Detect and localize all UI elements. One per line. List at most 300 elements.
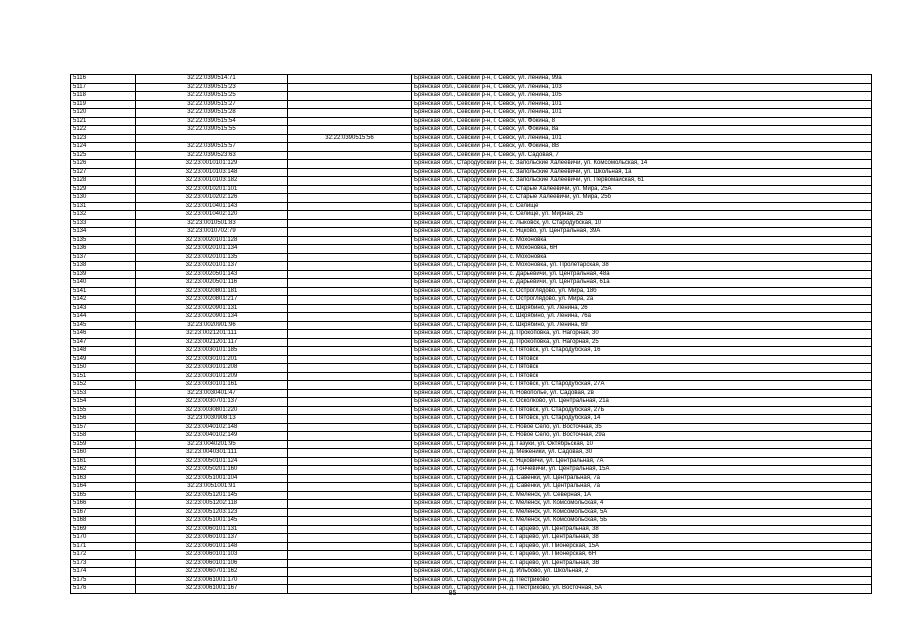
table-row: [71, 423, 872, 432]
table-row: [71, 500, 872, 509]
address-cell: Брянская обл., Стародубский р-н, д. Савенки, ул. Центральная, 7а: [412, 483, 872, 492]
address-cell: Брянская обл., Стародубский р-н, с. Меленск, ул. Комсомольская, 5Б: [412, 517, 872, 526]
previous-number-cell: [288, 304, 412, 313]
table-row: [71, 508, 872, 517]
cadastral-number-cell: 32:23:0020901:134: [136, 313, 288, 322]
address-cell: Брянская обл., Стародубский р-н, с. Дарьевичи, ул. Центральная, 48а: [412, 270, 872, 279]
previous-number-cell: [288, 432, 412, 441]
address-cell: Брянская обл., Стародубский р-н, д. Ильбово, ул. Школьная, 2: [412, 568, 872, 577]
address-cell: Брянская обл., Стародубский р-н, д. Газуки, ул. Октябрьская, 10: [412, 440, 872, 449]
table-row: [71, 449, 872, 458]
address-cell: Брянская обл., Стародубский р-н, с. Новое Село, ул. Восточная, 35: [412, 423, 872, 432]
address-cell: Брянская обл., Стародубский р-н, с. Пятовск, ул. Стародубская, 16: [412, 347, 872, 356]
table-row: [71, 347, 872, 356]
table-row: [71, 143, 872, 152]
table-row: [71, 92, 872, 101]
address-cell: Брянская обл., Севский р-н, г. Севск, ул. Ленина, 103: [412, 83, 872, 92]
cadastral-number-cell: 32:22:0390515:57: [136, 143, 288, 152]
row-number-cell: 5154: [71, 398, 136, 407]
previous-number-cell: [288, 160, 412, 169]
table-row: [71, 364, 872, 373]
address-cell: Брянская обл., Стародубский р-н, с. Гарцево, ул. Пионерская, 15А: [412, 542, 872, 551]
cadastral-number-cell: 32:23:0010101:129: [136, 160, 288, 169]
table-row: [71, 551, 872, 560]
cadastral-number-cell: 32:22:0390514:71: [136, 75, 288, 84]
previous-number-cell: [288, 177, 412, 186]
table-row: [71, 287, 872, 296]
address-cell: Брянская обл., Стародубский р-н, с. Остроглядово, ул. Мира, 2а: [412, 296, 872, 305]
address-cell: Брянская обл., Стародубский р-н, с. Пятовск, ул. Стародубская, 27Б: [412, 406, 872, 415]
cadastral-number-cell: 32:22:0390523:63: [136, 151, 288, 160]
previous-number-cell: [288, 398, 412, 407]
table-row: [71, 525, 872, 534]
cadastral-number-cell: 32:23:0010103:148: [136, 168, 288, 177]
previous-number-cell: [288, 338, 412, 347]
cadastral-number-cell: 32:23:0060701:162: [136, 568, 288, 577]
table-row: [71, 100, 872, 109]
row-number-cell: 5130: [71, 194, 136, 203]
previous-number-cell: [288, 508, 412, 517]
cadastral-number-cell: 32:23:0060101:137: [136, 534, 288, 543]
address-cell: Брянская обл., Стародубский р-н, с. Запольские Халеевичи, ул. Комсомольская, 14: [412, 160, 872, 169]
table-row: [71, 466, 872, 475]
previous-number-cell: [288, 83, 412, 92]
cadastral-number-cell: 32:23:0051001:104: [136, 474, 288, 483]
row-number-cell: 5142: [71, 296, 136, 305]
table-row: [71, 559, 872, 568]
cadastral-number-cell: 32:23:0030101:209: [136, 372, 288, 381]
previous-number-cell: [288, 313, 412, 322]
previous-number-cell: [288, 491, 412, 500]
address-cell: Брянская обл., Стародубский р-н, с. Пятовск: [412, 355, 872, 364]
previous-number-cell: [288, 568, 412, 577]
table-row: [71, 211, 872, 220]
table-row: [71, 398, 872, 407]
address-cell: Брянская обл., Стародубский р-н, д. Пестриково, ул. Восточная, 5А: [412, 585, 872, 594]
row-number-cell: 5161: [71, 457, 136, 466]
row-number-cell: 5175: [71, 576, 136, 585]
previous-number-cell: [288, 517, 412, 526]
row-number-cell: 5137: [71, 253, 136, 262]
row-number-cell: 5176: [71, 585, 136, 594]
previous-number-cell: [288, 75, 412, 84]
table-row: [71, 117, 872, 126]
previous-number-cell: [288, 100, 412, 109]
table-row: [71, 185, 872, 194]
table-row: [71, 542, 872, 551]
address-cell: Брянская обл., Севский р-н, г. Севск, ул. Ленина, 101: [412, 134, 872, 143]
previous-number-cell: [288, 559, 412, 568]
cadastral-number-cell: 32:23:0060101:148: [136, 542, 288, 551]
table-row: [71, 355, 872, 364]
cadastral-number-cell: 32:23:0060101:106: [136, 559, 288, 568]
table-row: [71, 134, 872, 143]
cadastral-number-cell: 32:23:0050101:124: [136, 457, 288, 466]
previous-number-cell: [288, 381, 412, 390]
row-number-cell: 5117: [71, 83, 136, 92]
row-number-cell: 5147: [71, 338, 136, 347]
address-cell: Брянская обл., Стародубский р-н, д. Пестриково: [412, 576, 872, 585]
row-number-cell: 5120: [71, 109, 136, 118]
table-row: [71, 262, 872, 271]
previous-number-cell: [288, 347, 412, 356]
address-cell: Брянская обл., Стародубский р-н, с. Остроглядово, ул. Мира, 18б: [412, 287, 872, 296]
table-row: [71, 245, 872, 254]
cadastral-number-cell: 32:23:0021201:111: [136, 330, 288, 339]
cadastral-number-cell: 32:23:0030101:185: [136, 347, 288, 356]
address-cell: Брянская обл., Стародубский р-н, с. Мохоновка, ул. Пролетарская, 38: [412, 262, 872, 271]
previous-number-cell: [288, 262, 412, 271]
previous-number-cell: [288, 576, 412, 585]
row-number-cell: 5134: [71, 228, 136, 237]
cadastral-number-cell: 32:22:0390515:28: [136, 109, 288, 118]
table-row: [71, 576, 872, 585]
row-number-cell: 5126: [71, 160, 136, 169]
cadastral-number-cell: 32:23:0051001:145: [136, 517, 288, 526]
cadastral-number-cell: 32:22:0390515:23: [136, 83, 288, 92]
cadastral-number-cell: 32:23:0051001:91: [136, 483, 288, 492]
previous-number-cell: [288, 126, 412, 135]
cadastral-number-cell: 32:22:0390515:55: [136, 126, 288, 135]
cadastral-number-cell: 32:23:0010201:101: [136, 185, 288, 194]
previous-number-cell: [288, 211, 412, 220]
previous-number-cell: [288, 245, 412, 254]
table-row: [71, 151, 872, 160]
table-row: [71, 474, 872, 483]
previous-number-cell: [288, 287, 412, 296]
cadastral-number-cell: 32:23:0010202:126: [136, 194, 288, 203]
cadastral-number-cell: 32:23:0040201:95: [136, 440, 288, 449]
address-cell: Брянская обл., Стародубский р-н, с. Гарцево, ул. Центральная, 3В: [412, 559, 872, 568]
address-cell: Брянская обл., Стародубский р-н, с. Пятовск, ул. Стародубская, 14: [412, 415, 872, 424]
address-cell: Брянская обл., Стародубский р-н, п. Новопольe, ул. Садовая, 2в: [412, 389, 872, 398]
row-number-cell: 5170: [71, 534, 136, 543]
row-number-cell: 5165: [71, 491, 136, 500]
address-cell: Брянская обл., Стародубский р-н, с. Гарцево, ул. Центральная, 38: [412, 525, 872, 534]
row-number-cell: 5122: [71, 126, 136, 135]
cadastral-number-cell: 32:23:0010103:182: [136, 177, 288, 186]
table-row: [71, 194, 872, 203]
address-cell: Брянская обл., Стародубский р-н, с. Новое Село, ул. Восточная, 29а: [412, 432, 872, 441]
table-row: [71, 389, 872, 398]
row-number-cell: 5166: [71, 500, 136, 509]
table-row: [71, 109, 872, 118]
page-number: 85: [448, 590, 457, 597]
address-cell: Брянская обл., Севский р-н, г. Севск, ул. Фокина, 8: [412, 117, 872, 126]
row-number-cell: 5135: [71, 236, 136, 245]
row-number-cell: 5123: [71, 134, 136, 143]
table-row: [71, 75, 872, 84]
row-number-cell: 5116: [71, 75, 136, 84]
address-cell: Брянская обл., Севский р-н, г. Севск, ул. Фокина, 8а: [412, 126, 872, 135]
cadastral-number-cell: 32:23:0040102:149: [136, 432, 288, 441]
address-cell: Брянская обл., Стародубский р-н, с. Мохоновка: [412, 236, 872, 245]
previous-number-cell: [288, 474, 412, 483]
previous-number-cell: [288, 185, 412, 194]
address-cell: Брянская обл., Стародубский р-н, с. Гарцево, ул. Центральная, 38: [412, 534, 872, 543]
cadastral-number-cell: 32:23:0030801:220: [136, 406, 288, 415]
address-cell: Брянская обл., Стародубский р-н, с. Лыковск, ул. Стародубская, 10: [412, 219, 872, 228]
previous-number-cell: [288, 279, 412, 288]
cadastral-number-cell: 32:22:0390515:54: [136, 117, 288, 126]
address-cell: Брянская обл., Стародубский р-н, с. Запольские Халеевичи, ул. Школьная, 1а: [412, 168, 872, 177]
row-number-cell: 5143: [71, 304, 136, 313]
previous-number-cell: [288, 466, 412, 475]
table-row: [71, 338, 872, 347]
previous-number-cell: [288, 355, 412, 364]
table-row: [71, 296, 872, 305]
cadastral-number-cell: 32:23:0030101:208: [136, 364, 288, 373]
table-row: [71, 457, 872, 466]
cadastral-number-cell: 32:23:0010702:79: [136, 228, 288, 237]
row-number-cell: 5133: [71, 219, 136, 228]
address-cell: Брянская обл., Стародубский р-н, с. Дарьевичи, ул. Центральная, 61а: [412, 279, 872, 288]
table-row: [71, 483, 872, 492]
row-number-cell: 5149: [71, 355, 136, 364]
cadastral-number-cell: 32:23:0051203:123: [136, 508, 288, 517]
cadastral-number-cell: 32:23:0030101:161: [136, 381, 288, 390]
table-row: [71, 253, 872, 262]
row-number-cell: 5168: [71, 517, 136, 526]
row-number-cell: 5148: [71, 347, 136, 356]
table-row: [71, 313, 872, 322]
cadastral-number-cell: 32:23:0050201:160: [136, 466, 288, 475]
previous-number-cell: [288, 92, 412, 101]
address-cell: Брянская обл., Стародубский р-н, с. Запольские Халеевичи, ул. Первомайская, 61: [412, 177, 872, 186]
cadastral-number-cell: 32:23:0021201:117: [136, 338, 288, 347]
address-cell: Брянская обл., Стародубский р-н, с. Шкрябино, ул. Ленина, 26: [412, 304, 872, 313]
row-number-cell: 5158: [71, 432, 136, 441]
row-number-cell: 5171: [71, 542, 136, 551]
cadastral-number-cell: 32:23:0061001:167: [136, 585, 288, 594]
row-number-cell: 5124: [71, 143, 136, 152]
table-row: [71, 228, 872, 237]
address-cell: Брянская обл., Стародубский р-н, с. Меленск, ул. Комсомольская, 5А: [412, 508, 872, 517]
cadastral-number-cell: 32:23:0061001:170: [136, 576, 288, 585]
row-number-cell: 5160: [71, 449, 136, 458]
previous-number-cell: [288, 483, 412, 492]
row-number-cell: 5125: [71, 151, 136, 160]
table-row: [71, 160, 872, 169]
address-cell: Брянская обл., Стародубский р-н, с. Мохоновка, 6Н: [412, 245, 872, 254]
table-row: [71, 415, 872, 424]
previous-number-cell: [288, 534, 412, 543]
row-number-cell: 5138: [71, 262, 136, 271]
cadastral-number-cell: [136, 134, 288, 143]
cadastral-number-cell: 32:23:0040301:111: [136, 449, 288, 458]
address-cell: Брянская обл., Стародубский р-н, с. Мохоновка: [412, 253, 872, 262]
row-number-cell: 5140: [71, 279, 136, 288]
previous-number-cell: [288, 194, 412, 203]
cadastral-number-cell: 32:23:0051202:118: [136, 500, 288, 509]
row-number-cell: 5128: [71, 177, 136, 186]
row-number-cell: 5118: [71, 92, 136, 101]
row-number-cell: 5174: [71, 568, 136, 577]
row-number-cell: 5119: [71, 100, 136, 109]
row-number-cell: 5163: [71, 474, 136, 483]
previous-number-cell: [288, 219, 412, 228]
cadastral-number-cell: 32:23:0020801:217: [136, 296, 288, 305]
address-cell: Брянская обл., Стародубский р-н, с. Меленск, ул. Комсомольская, 4: [412, 500, 872, 509]
address-cell: Брянская обл., Стародубский р-н, д. Гончевичи, ул. Центральная, 15А: [412, 466, 872, 475]
previous-number-cell: [288, 364, 412, 373]
table-row: [71, 177, 872, 186]
cadastral-number-cell: 32:23:0020501:116: [136, 279, 288, 288]
previous-number-cell: [288, 551, 412, 560]
previous-number-cell: [288, 372, 412, 381]
previous-number-cell: [288, 440, 412, 449]
previous-number-cell: [288, 270, 412, 279]
table-row: [71, 372, 872, 381]
table-row: [71, 432, 872, 441]
address-cell: Брянская обл., Стародубский р-н, с. Пятовск, ул. Стародубская, 27А: [412, 381, 872, 390]
address-cell: Брянская обл., Севский р-н, г. Севск, ул. Садовая, 7: [412, 151, 872, 160]
address-cell: Брянская обл., Севский р-н, г. Севск, ул. Фокина, 8В: [412, 143, 872, 152]
table-row: [71, 304, 872, 313]
previous-number-cell: [288, 389, 412, 398]
cadastral-number-cell: 32:23:0030101:201: [136, 355, 288, 364]
cadastral-number-cell: 32:23:0020101:135: [136, 253, 288, 262]
previous-number-cell: 32:22:0390515:56: [288, 134, 412, 143]
row-number-cell: 5164: [71, 483, 136, 492]
address-cell: Брянская обл., Стародубский р-н, с. Гарцево, ул. Пионерская, 6Н: [412, 551, 872, 560]
table-row: [71, 381, 872, 390]
cadastral-number-cell: 32:23:0030908:13: [136, 415, 288, 424]
row-number-cell: 5141: [71, 287, 136, 296]
table-row: [71, 534, 872, 543]
address-cell: Брянская обл., Стародубский р-н, с. Селище, ул. Мирная, 25: [412, 211, 872, 220]
table-row: [71, 568, 872, 577]
row-number-cell: 5153: [71, 389, 136, 398]
table-row: [71, 83, 872, 92]
row-number-cell: 5131: [71, 202, 136, 211]
row-number-cell: 5156: [71, 415, 136, 424]
address-cell: Брянская обл., Стародубский р-н, д. Савенки, ул. Центральная, 7а: [412, 474, 872, 483]
address-cell: Брянская обл., Стародубский р-н, с. Яцково, ул. Центральная, 39А: [412, 228, 872, 237]
registry-table-body: [71, 75, 872, 594]
cadastral-number-cell: 32:23:0020901:96: [136, 321, 288, 330]
address-cell: Брянская обл., Стародубский р-н, с. Меленск, ул. Северная, 1А: [412, 491, 872, 500]
row-number-cell: 5151: [71, 372, 136, 381]
address-cell: Брянская обл., Севский р-н, г. Севск, ул. Ленина, 101: [412, 100, 872, 109]
cadastral-number-cell: 32:23:0040102:148: [136, 423, 288, 432]
table-row: [71, 126, 872, 135]
table-row: [71, 202, 872, 211]
previous-number-cell: [288, 117, 412, 126]
cadastral-number-cell: 32:23:0010501:83: [136, 219, 288, 228]
address-cell: Брянская обл., Стародубский р-н, д. Прокоповка, ул. Нагорная, 25: [412, 338, 872, 347]
address-cell: Брянская обл., Севский р-н, г. Севск, ул. Ленина, 101: [412, 109, 872, 118]
address-cell: Брянская обл., Стародубский р-н, с. Шкрябино, ул. Ленина, 76а: [412, 313, 872, 322]
cadastral-number-cell: 32:23:0020101:128: [136, 236, 288, 245]
cadastral-number-cell: 32:23:0010402:120: [136, 211, 288, 220]
row-number-cell: 5162: [71, 466, 136, 475]
cadastral-number-cell: 32:23:0030701:137: [136, 398, 288, 407]
row-number-cell: 5150: [71, 364, 136, 373]
previous-number-cell: [288, 168, 412, 177]
row-number-cell: 5173: [71, 559, 136, 568]
previous-number-cell: [288, 423, 412, 432]
cadastral-number-cell: 32:23:0051201:145: [136, 491, 288, 500]
cadastral-number-cell: 32:23:0020801:181: [136, 287, 288, 296]
address-cell: Брянская обл., Стародубский р-н, д. Меженики, ул. Садовая, 30: [412, 449, 872, 458]
row-number-cell: 5145: [71, 321, 136, 330]
previous-number-cell: [288, 321, 412, 330]
address-cell: Брянская обл., Стародубский р-н, с. Селище: [412, 202, 872, 211]
cadastral-number-cell: 32:23:0020101:134: [136, 245, 288, 254]
row-number-cell: 5159: [71, 440, 136, 449]
previous-number-cell: [288, 296, 412, 305]
previous-number-cell: [288, 542, 412, 551]
table-row: [71, 406, 872, 415]
row-number-cell: 5146: [71, 330, 136, 339]
previous-number-cell: [288, 151, 412, 160]
previous-number-cell: [288, 330, 412, 339]
row-number-cell: 5136: [71, 245, 136, 254]
address-cell: Брянская обл., Стародубский р-н, д. Прокоповка, ул. Нагорная, 30: [412, 330, 872, 339]
previous-number-cell: [288, 202, 412, 211]
cadastral-number-cell: 32:22:0390515:25: [136, 92, 288, 101]
previous-number-cell: [288, 236, 412, 245]
previous-number-cell: [288, 109, 412, 118]
cadastral-number-cell: 32:22:0390515:27: [136, 100, 288, 109]
row-number-cell: 5169: [71, 525, 136, 534]
cadastral-number-cell: 32:23:0020901:131: [136, 304, 288, 313]
row-number-cell: 5121: [71, 117, 136, 126]
table-row: [71, 219, 872, 228]
row-number-cell: 5167: [71, 508, 136, 517]
row-number-cell: 5132: [71, 211, 136, 220]
table-row: [71, 491, 872, 500]
address-cell: Брянская обл., Стародубский р-н, с. Пятовск: [412, 364, 872, 373]
cadastral-number-cell: 32:23:0020501:143: [136, 270, 288, 279]
previous-number-cell: [288, 415, 412, 424]
row-number-cell: 5127: [71, 168, 136, 177]
cadastral-number-cell: 32:23:0060101:131: [136, 525, 288, 534]
previous-number-cell: [288, 525, 412, 534]
cadastral-number-cell: 32:23:0060101:103: [136, 551, 288, 560]
row-number-cell: 5157: [71, 423, 136, 432]
row-number-cell: 5152: [71, 381, 136, 390]
previous-number-cell: [288, 253, 412, 262]
table-row: [71, 330, 872, 339]
row-number-cell: 5155: [71, 406, 136, 415]
address-cell: Брянская обл., Стародубский р-н, с. Яцковичи, ул. Центральная, 7А: [412, 457, 872, 466]
address-cell: Брянская обл., Стародубский р-н, с. Осколково, ул. Центральная, 21а: [412, 398, 872, 407]
cadastral-number-cell: 32:23:0010401:143: [136, 202, 288, 211]
table-row: [71, 517, 872, 526]
previous-number-cell: [288, 449, 412, 458]
registry-table: [70, 74, 872, 594]
address-cell: Брянская обл., Стародубский р-н, с. Старые Халеевичи, ул. Мира, 25б: [412, 194, 872, 203]
cadastral-number-cell: 32:23:0030401:47: [136, 389, 288, 398]
previous-number-cell: [288, 143, 412, 152]
cadastral-number-cell: 32:23:0020101:137: [136, 262, 288, 271]
previous-number-cell: [288, 500, 412, 509]
table-row: [71, 270, 872, 279]
previous-number-cell: [288, 457, 412, 466]
address-cell: Брянская обл., Севский р-н, г. Севск, ул. Ленина, 105: [412, 92, 872, 101]
row-number-cell: 5129: [71, 185, 136, 194]
row-number-cell: 5139: [71, 270, 136, 279]
table-row: [71, 168, 872, 177]
table-row: [71, 321, 872, 330]
previous-number-cell: [288, 406, 412, 415]
row-number-cell: 5144: [71, 313, 136, 322]
address-cell: Брянская обл., Стародубский р-н, с. Шкрябино, ул. Ленина, 69: [412, 321, 872, 330]
table-row: [71, 236, 872, 245]
table-row: [71, 279, 872, 288]
